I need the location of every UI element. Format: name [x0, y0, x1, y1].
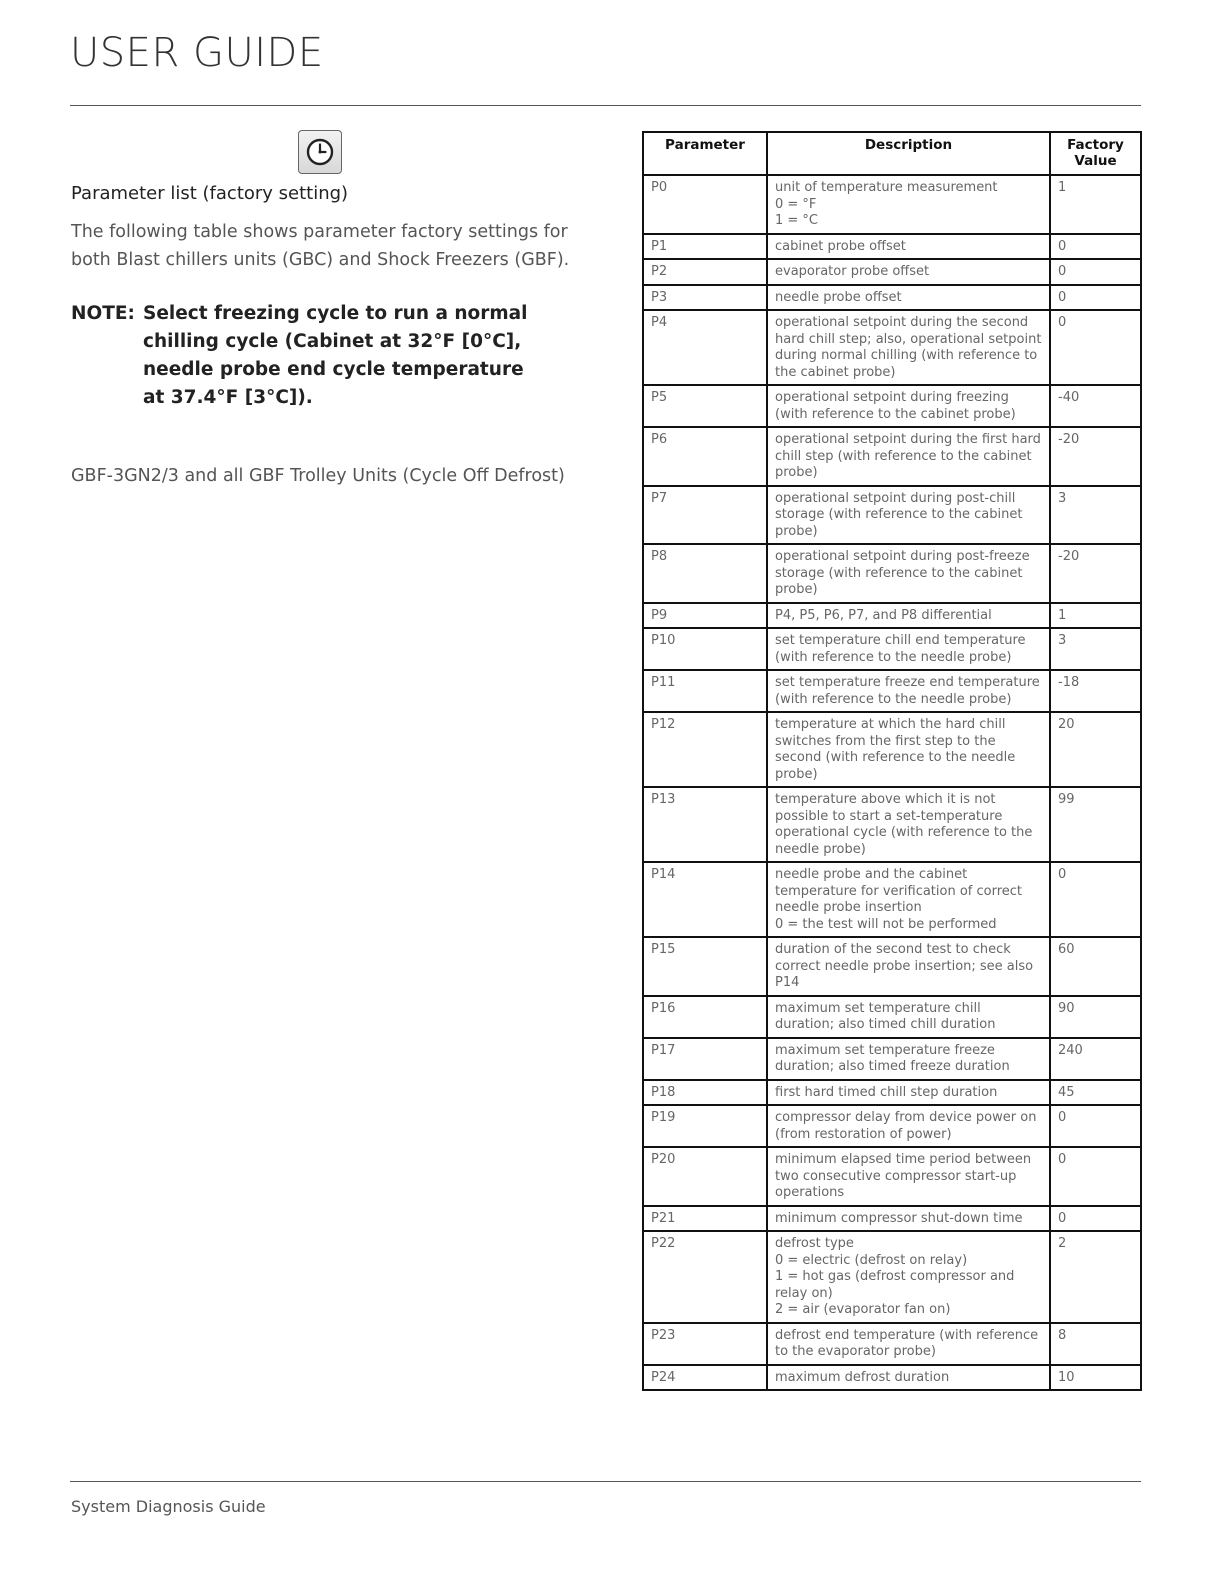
table-row	[643, 1080, 1141, 1106]
cell-description: minimum elapsed time period between two consecutive compressor start-up operations	[767, 1147, 1050, 1206]
cell-factory-value: 0	[1050, 259, 1141, 285]
footer-divider	[70, 1481, 1141, 1482]
cell-description: maximum set temperature freeze duration; also timed freeze duration	[767, 1038, 1050, 1080]
cell-factory-value: 0	[1050, 1147, 1141, 1206]
cell-parameter: P23	[643, 1323, 767, 1365]
cell-description: needle probe and the cabinet temperature for verification of correct needle probe insertion 0 = the test will not be performed	[767, 862, 1050, 937]
units-caption: GBF-3GN2/3 and all GBF Trolley Units (Cycle Off Defrost)	[71, 466, 565, 486]
cell-description: operational setpoint during post-chill storage (with reference to the cabinet probe)	[767, 486, 1050, 545]
intro-paragraph: The following table shows parameter factory settings for both Blast chillers units (GBC) and Shock Freezers (GBF).	[71, 222, 570, 270]
cell-factory-value: -20	[1050, 427, 1141, 486]
cell-description: operational setpoint during post-freeze storage (with reference to the cabinet probe)	[767, 544, 1050, 603]
cell-parameter: P18	[643, 1080, 767, 1106]
table-row	[643, 603, 1141, 629]
cell-parameter: P13	[643, 787, 767, 862]
header-factory-value: Factory Value	[1050, 132, 1141, 175]
section-subtitle: Parameter list (factory setting)	[71, 183, 349, 204]
cell-description: unit of temperature measurement 0 = °F 1 = °C	[767, 175, 1050, 234]
cell-parameter: P7	[643, 486, 767, 545]
cell-parameter: P5	[643, 385, 767, 427]
table-row	[643, 1105, 1141, 1147]
cell-parameter: P0	[643, 175, 767, 234]
header-description: Description	[767, 132, 1050, 175]
table-row	[643, 234, 1141, 260]
table-row	[643, 670, 1141, 712]
table-row	[643, 628, 1141, 670]
cell-factory-value: 0	[1050, 310, 1141, 385]
cell-parameter: P2	[643, 259, 767, 285]
cell-factory-value: 0	[1050, 285, 1141, 311]
cell-description: operational setpoint during freezing (with reference to the cabinet probe)	[767, 385, 1050, 427]
cell-description: temperature at which the hard chill switches from the first step to the second (with reference to the needle probe)	[767, 712, 1050, 787]
cell-description: first hard timed chill step duration	[767, 1080, 1050, 1106]
table-row	[643, 1038, 1141, 1080]
table-row	[643, 787, 1141, 862]
table-row	[643, 310, 1141, 385]
cell-description: evaporator probe offset	[767, 259, 1050, 285]
cell-factory-value: 8	[1050, 1323, 1141, 1365]
cell-parameter: P21	[643, 1206, 767, 1232]
cell-description: maximum defrost duration	[767, 1365, 1050, 1391]
cell-description: operational setpoint during the second hard chill step; also, operational setpoint during normal chilling (with reference to the cabinet probe)	[767, 310, 1050, 385]
cell-factory-value: 10	[1050, 1365, 1141, 1391]
cell-factory-value: 20	[1050, 712, 1141, 787]
cell-description: cabinet probe offset	[767, 234, 1050, 260]
cell-factory-value: 0	[1050, 234, 1141, 260]
cell-parameter: P12	[643, 712, 767, 787]
table-row	[643, 544, 1141, 603]
cell-parameter: P19	[643, 1105, 767, 1147]
cell-factory-value: -18	[1050, 670, 1141, 712]
cell-parameter: P17	[643, 1038, 767, 1080]
table-row	[643, 1206, 1141, 1232]
cell-factory-value: 0	[1050, 1105, 1141, 1147]
cell-factory-value: 240	[1050, 1038, 1141, 1080]
cell-parameter: P22	[643, 1231, 767, 1323]
cell-factory-value: 45	[1050, 1080, 1141, 1106]
cell-parameter: P24	[643, 1365, 767, 1391]
note-block	[71, 300, 571, 412]
cell-parameter: P9	[643, 603, 767, 629]
table-row	[643, 1323, 1141, 1365]
cell-factory-value: 3	[1050, 628, 1141, 670]
cell-parameter: P3	[643, 285, 767, 311]
table-row	[643, 996, 1141, 1038]
table-row	[643, 175, 1141, 234]
table-row	[643, 1365, 1141, 1391]
cell-description: P4, P5, P6, P7, and P8 differential	[767, 603, 1050, 629]
table-row	[643, 1147, 1141, 1206]
header-divider	[70, 105, 1141, 106]
cell-description: temperature above which it is not possible to start a set-temperature operational cycle (with reference to the needle probe)	[767, 787, 1050, 862]
cell-factory-value: 99	[1050, 787, 1141, 862]
cell-parameter: P15	[643, 937, 767, 996]
cell-description: operational setpoint during the first hard chill step (with reference to the cabinet probe)	[767, 427, 1050, 486]
table-row	[643, 712, 1141, 787]
table-header-row	[643, 132, 1141, 175]
table-row	[643, 1231, 1141, 1323]
note-text: Select freezing cycle to run a normal chilling cycle (Cabinet at 32°F [0°C], needle probe end cycle temperature at 37.4°F [3°C]).	[143, 303, 528, 408]
cell-factory-value: 90	[1050, 996, 1141, 1038]
parameter-table	[642, 131, 1142, 1391]
table-row	[643, 486, 1141, 545]
table-row	[643, 259, 1141, 285]
header-parameter: Parameter	[643, 132, 767, 175]
cell-factory-value: 1	[1050, 603, 1141, 629]
timer-clock-icon	[298, 130, 342, 174]
cell-factory-value: -40	[1050, 385, 1141, 427]
table-row	[643, 937, 1141, 996]
cell-description: set temperature chill end temperature (with reference to the needle probe)	[767, 628, 1050, 670]
cell-parameter: P11	[643, 670, 767, 712]
table-row	[643, 427, 1141, 486]
cell-description: defrost end temperature (with reference to the evaporator probe)	[767, 1323, 1050, 1365]
cell-factory-value: 0	[1050, 862, 1141, 937]
cell-factory-value: -20	[1050, 544, 1141, 603]
table-row	[643, 862, 1141, 937]
table-row	[643, 385, 1141, 427]
cell-parameter: P8	[643, 544, 767, 603]
cell-description: duration of the second test to check correct needle probe insertion; see also P14	[767, 937, 1050, 996]
cell-parameter: P20	[643, 1147, 767, 1206]
cell-description: compressor delay from device power on (from restoration of power)	[767, 1105, 1050, 1147]
cell-parameter: P10	[643, 628, 767, 670]
cell-parameter: P16	[643, 996, 767, 1038]
cell-factory-value: 60	[1050, 937, 1141, 996]
cell-description: set temperature freeze end temperature (with reference to the needle probe)	[767, 670, 1050, 712]
cell-factory-value: 3	[1050, 486, 1141, 545]
cell-factory-value: 2	[1050, 1231, 1141, 1323]
cell-parameter: P1	[643, 234, 767, 260]
table-row	[643, 285, 1141, 311]
cell-parameter: P4	[643, 310, 767, 385]
cell-description: minimum compressor shut-down time	[767, 1206, 1050, 1232]
cell-factory-value: 1	[1050, 175, 1141, 234]
cell-factory-value: 0	[1050, 1206, 1141, 1232]
cell-description: defrost type 0 = electric (defrost on relay) 1 = hot gas (defrost compressor and relay on) 2 = air (evaporator fan on)	[767, 1231, 1050, 1323]
cell-description: maximum set temperature chill duration; also timed chill duration	[767, 996, 1050, 1038]
footer-text: System Diagnosis Guide	[71, 1497, 266, 1516]
cell-description: needle probe offset	[767, 285, 1050, 311]
note-label: NOTE:	[71, 303, 135, 324]
page-title: USER GUIDE	[70, 30, 324, 76]
cell-parameter: P14	[643, 862, 767, 937]
cell-parameter: P6	[643, 427, 767, 486]
